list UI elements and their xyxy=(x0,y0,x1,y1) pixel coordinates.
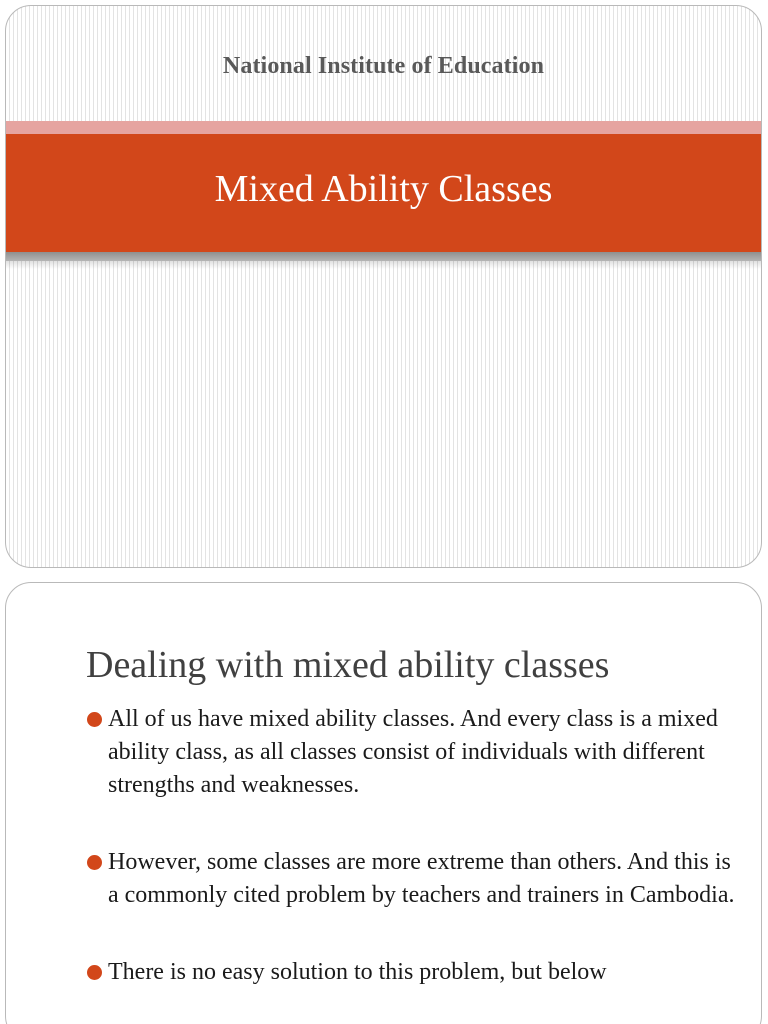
bullet-item xyxy=(86,846,746,912)
bullet-text: There is no easy solution to this problem, but below xyxy=(108,959,607,985)
slide-subtitle: National Institute of Education xyxy=(222,53,545,79)
title-band-top-stripe xyxy=(6,121,761,134)
slide-title: Mixed Ability Classes xyxy=(214,168,553,210)
title-band-shadow xyxy=(6,261,761,269)
title-band-bottom-stripe xyxy=(6,252,761,261)
bullet-text: However, some classes are more extreme than others. And this is a commonly cited problem by teachers and trainers in Cambodia. xyxy=(108,849,735,908)
bullet-dot-icon xyxy=(87,965,102,980)
bullet-item xyxy=(86,956,746,989)
title-slide xyxy=(5,5,762,568)
bullet-item xyxy=(86,703,746,802)
bullet-dot-icon xyxy=(87,712,102,727)
bullet-list xyxy=(86,703,746,1024)
content-slide xyxy=(5,582,762,1024)
bullet-text: All of us have mixed ability classes. And every class is a mixed ability class, as all classes consist of individuals with different strengths and weaknesses. xyxy=(108,706,718,798)
bullet-dot-icon xyxy=(87,855,102,870)
slide-heading: Dealing with mixed ability classes xyxy=(86,644,610,686)
